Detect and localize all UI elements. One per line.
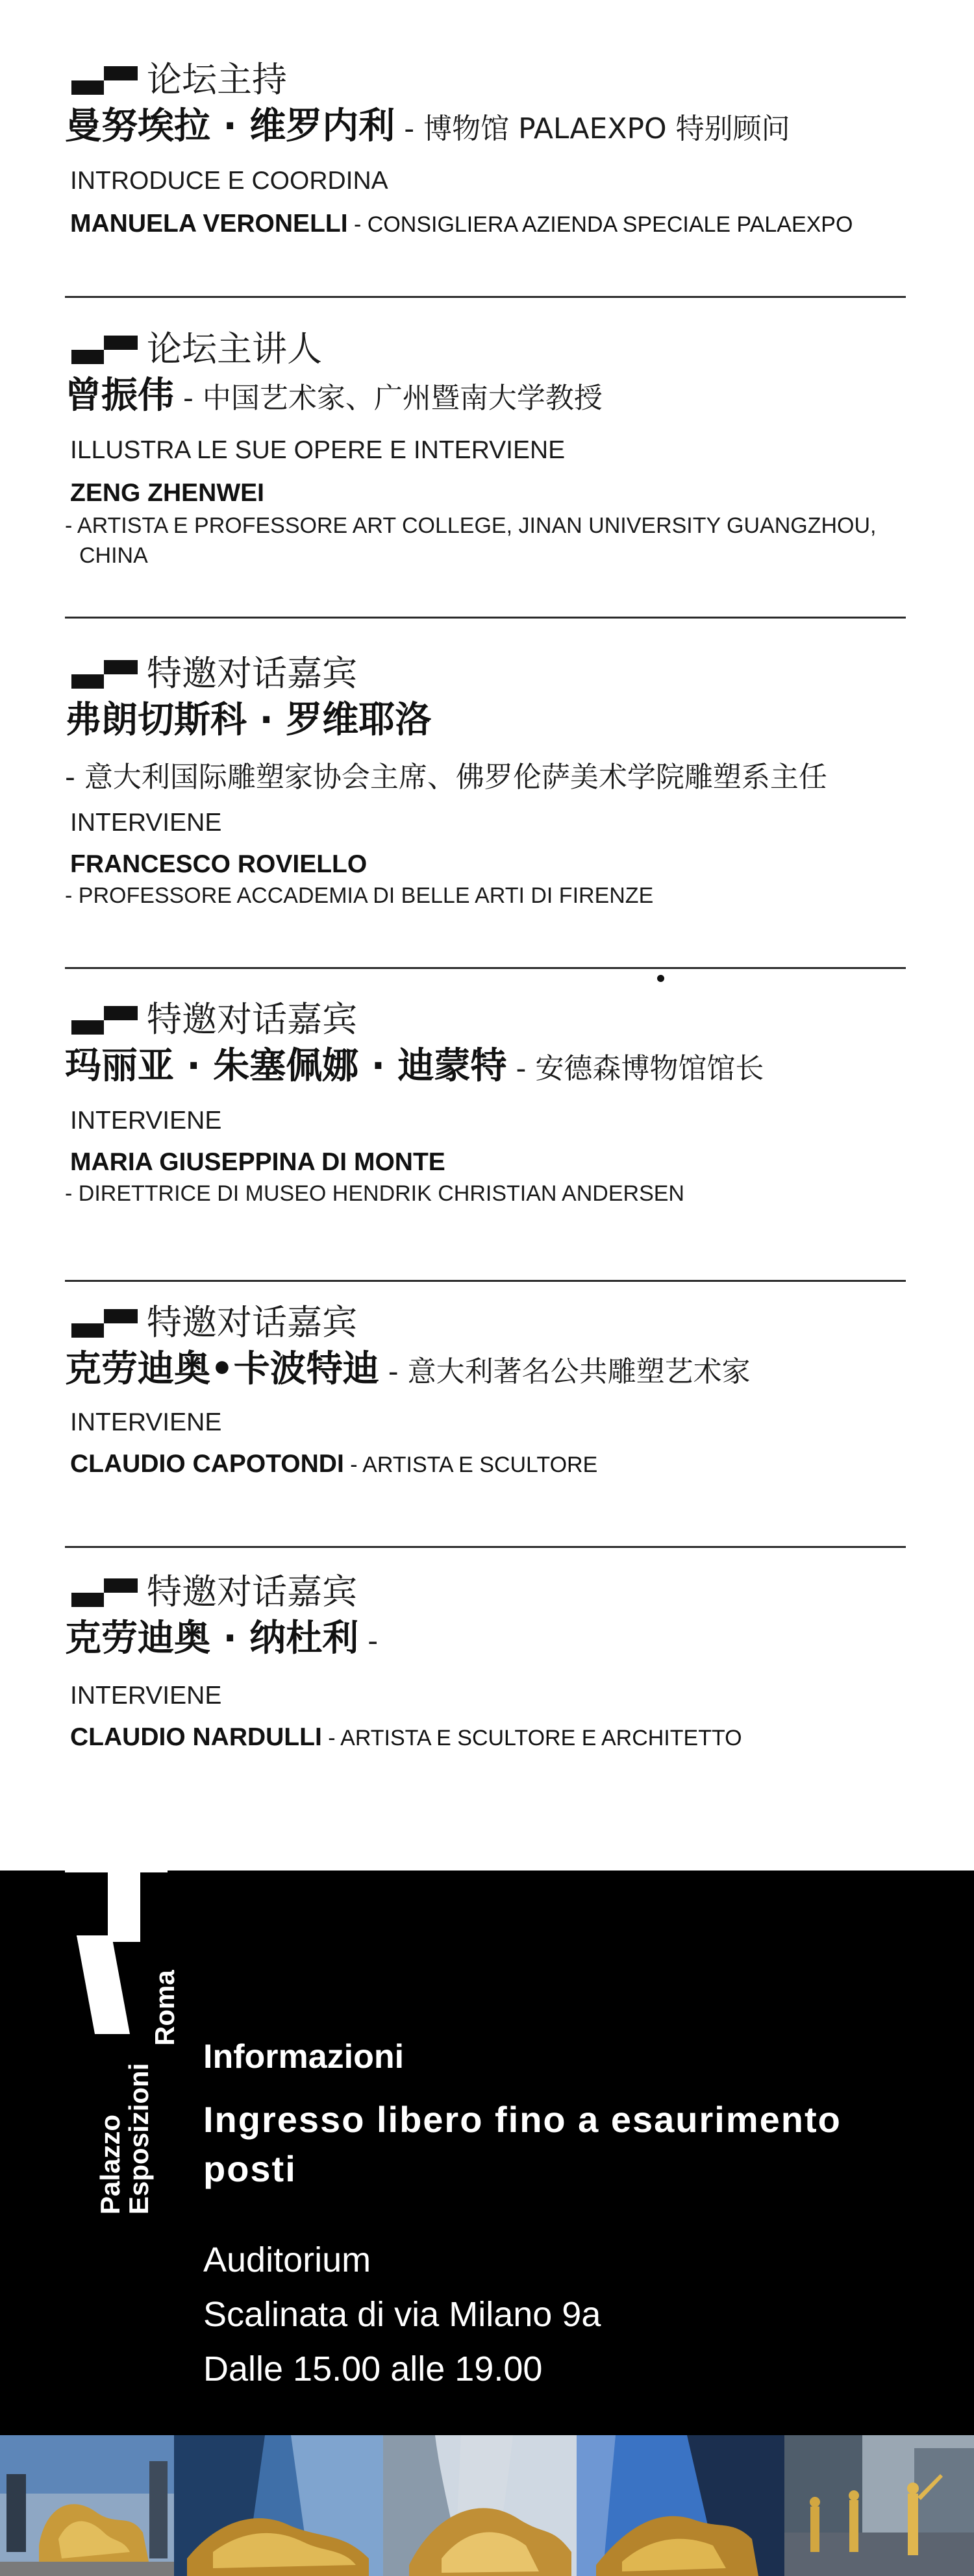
speaker-name-cn-row [65,372,906,423]
speaker-name-cn-row [65,103,906,153]
golden-figures-plaza-photo [784,2435,974,2576]
section-divider [65,296,906,298]
speaker-role: INTERVIENE [70,1408,222,1436]
speaker-title-cn: - 意大利国际雕塑家协会主席、佛罗伦萨美术学院雕塑系主任 [65,761,827,794]
section-tag-label: 论坛主讲人 [147,328,322,369]
speaker-name-cn: 曼努埃拉 · 维罗内利 [65,105,395,147]
section-divider [65,1546,906,1548]
logo-wordmark-line: Esposizioni [123,2063,154,2214]
section-tag-label: 论坛主持 [147,59,287,100]
logo-wordmark-line: Palazzo [95,2114,125,2214]
photo-strip [0,2435,974,2576]
section-tag [65,1300,906,1345]
stair-blocks-icon [71,1578,138,1607]
speaker-section-guest [65,997,906,1208]
info-heading: Informazioni [203,2038,405,2076]
logo-wordmark-roma: Roma [149,1970,180,2046]
speaker-name-cn: 克劳迪奥•卡波特迪 [65,1348,379,1390]
speaker-title-cn-row [65,751,906,802]
info-hours: Dalle 15.00 alle 19.00 [203,2349,543,2388]
speaker-name-cn-row [65,1042,906,1093]
section-tag-label: 特邀对话嘉宾 [147,999,357,1040]
section-divider [65,967,906,969]
section-divider [65,617,906,619]
speaker-section-moderator [65,57,906,241]
speaker-description: - DIRETTRICE DI MUSEO HENDRIK CHRISTIAN ANDERSEN [65,1181,684,1206]
speaker-description: - CONSIGLIERA AZIENDA SPECIALE PALAEXPO [347,212,853,237]
speaker-section-keynote [65,326,906,570]
speaker-description [65,511,906,570]
speaker-name-cn: 弗朗切斯科 · 罗维耶洛 [65,699,432,741]
speaker-name-cn: 克劳迪奥 · 纳杜利 [65,1617,359,1660]
section-tag-label: 特邀对话嘉宾 [147,1571,357,1612]
speaker-name-it: MANUELA VERONELLI [70,210,348,238]
speaker-role: ILLUSTRA LE SUE OPERE E INTERVIENE [70,436,566,464]
speaker-name-it: CLAUDIO NARDULLI [70,1723,322,1751]
speaker-description: - ARTISTA E SCULTORE [343,1453,598,1477]
section-tag [65,57,906,103]
speaker-description-line: - ARTISTA E PROFESSORE ART COLLEGE, JINAN UNIVERSITY GUANGZHOU, [65,513,877,538]
speaker-section-guest [65,1300,906,1481]
speaker-name-it: MARIA GIUSEPPINA DI MONTE [70,1148,445,1176]
golden-sculpture-tower-photo [383,2435,577,2576]
speaker-name-it: FRANCESCO ROVIELLO [70,850,368,878]
speaker-description-line: CHINA [79,543,148,568]
speaker-name-it: CLAUDIO CAPOTONDI [70,1450,344,1478]
speaker-role: INTERVIENE [70,1682,222,1710]
info-entry-line: posti [203,2148,297,2189]
speaker-name-cn-row [65,696,906,744]
speaker-name-cn-row [65,1345,906,1396]
speaker-name-it-row [70,208,906,241]
logo-wordmark [96,2063,153,2214]
info-panel [0,1871,974,2435]
speaker-role: INTERVIENE [70,809,222,837]
info-entry-line: Ingresso libero fino a esaurimento [203,2099,842,2140]
speaker-role: INTERVIENE [70,1107,222,1135]
section-tag [65,651,906,696]
stair-blocks-icon [71,1309,138,1338]
speaker-title-cn: - 安德森博物馆馆长 [506,1052,764,1085]
speaker-description: - ARTISTA E SCULTORE E ARCHITETTO [321,1726,742,1750]
speaker-title-cn: - 中国艺术家、广州暨南大学教授 [174,382,603,415]
section-tag [65,1569,906,1615]
info-venue: Auditorium [203,2240,371,2279]
golden-sculpture-photo [0,2435,174,2576]
speaker-title-cn: - 博物馆 PALAEXPO 特别顾问 [395,112,790,145]
speaker-role: INTRODUCE E COORDINA [70,167,388,195]
section-tag [65,997,906,1042]
speaker-section-guest [65,1569,906,1754]
decorative-dot [657,975,664,982]
golden-sculpture-glass-building-photo [174,2435,383,2576]
section-tag-label: 特邀对话嘉宾 [147,653,357,694]
speaker-description: - PROFESSORE ACCADEMIA DI BELLE ARTI DI FIRENZE [65,883,654,908]
golden-sculpture-skyscraper-photo [577,2435,784,2576]
speaker-name-cn-row [65,1615,906,1665]
speaker-name-cn: 曾振伟 [65,374,174,417]
section-tag [65,326,906,372]
stair-blocks-icon [71,336,138,364]
stair-blocks-icon [71,1006,138,1035]
section-tag-label: 特邀对话嘉宾 [147,1302,357,1343]
speaker-title-cn: - 意大利著名公共雕塑艺术家 [379,1355,751,1388]
speaker-name-it: ZENG ZHENWEI [70,479,264,507]
speaker-title-cn: - [358,1625,379,1658]
info-address: Scalinata di via Milano 9a [203,2295,601,2334]
stair-blocks-icon [71,660,138,689]
section-divider [65,1280,906,1282]
speaker-name-it-row [70,1721,906,1754]
speaker-name-it-row [70,1448,906,1481]
stair-blocks-icon [71,66,138,95]
speaker-section-guest [65,651,906,911]
speaker-name-cn: 玛丽亚 · 朱塞佩娜 · 迪蒙特 [65,1045,507,1087]
